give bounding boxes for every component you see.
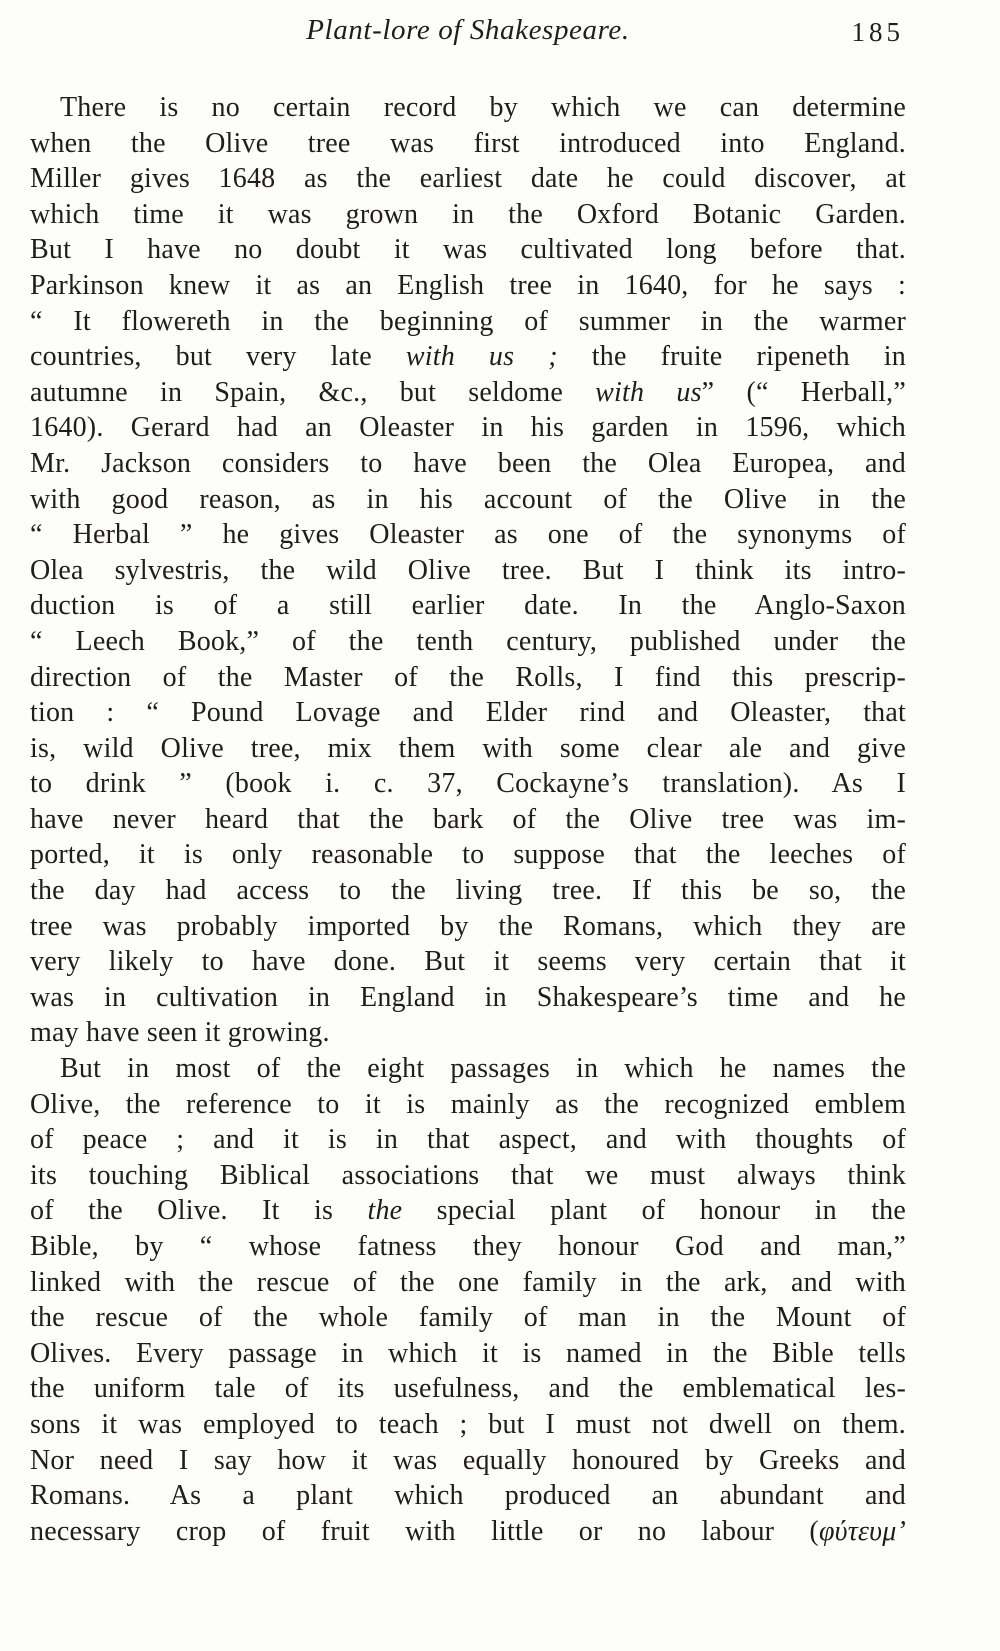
- text-line: [30, 482, 906, 518]
- text-run: is, wild Olive tree, mix them with some clear ale and give: [30, 732, 906, 764]
- text-line: [30, 660, 906, 696]
- text-line: [30, 1015, 906, 1051]
- text-line: [30, 944, 906, 980]
- text-run: the rescue of the whole family of man in the Mount of: [30, 1302, 906, 1334]
- text-run: tion : “ Pound Lovage and Elder rind and Oleaster, that: [30, 697, 906, 729]
- italic-text-run: with us: [595, 376, 702, 408]
- text-line: [30, 1265, 906, 1301]
- text-run: “ It flowereth in the beginning of summer in the warmer: [30, 305, 906, 337]
- text-run: Miller gives 1648 as the earliest date he could discover, at: [30, 163, 906, 195]
- text-run: Olives. Every passage in which it is named in the Bible tells: [30, 1337, 906, 1369]
- text-line: [30, 1336, 906, 1372]
- text-line: [30, 339, 906, 375]
- page-number: 185: [851, 17, 904, 47]
- text-run: tree was probably imported by the Romans, which they are: [30, 910, 906, 942]
- text-run: Olea sylvestris, the wild Olive tree. But I think its intro-: [30, 554, 906, 586]
- text-line: [30, 695, 906, 731]
- text-body: [30, 90, 906, 1549]
- text-line: [30, 802, 906, 838]
- text-run: Olive, the reference to it is mainly as the recognized emblem: [30, 1088, 906, 1120]
- text-run: autumne in Spain, &c., but seldome: [30, 376, 596, 408]
- text-run: ” (“ Herball,”: [701, 376, 906, 408]
- page-header: [30, 14, 906, 58]
- text-run: necessary crop of fruit with little or no labour (: [30, 1515, 819, 1547]
- text-line: [30, 1087, 906, 1123]
- text-line: [30, 90, 906, 126]
- text-line: [30, 588, 906, 624]
- italic-text-run: φύτευμ’: [818, 1515, 906, 1547]
- text-line: [30, 268, 906, 304]
- text-run: have never heard that the bark of the Olive tree was im-: [30, 803, 906, 835]
- text-run: But I have no doubt it was cultivated long before that.: [30, 234, 906, 266]
- text-run: countries, but very late: [30, 341, 406, 373]
- text-run: Bible, by “ whose fatness they honour God and man,”: [30, 1231, 906, 1262]
- text-line: [30, 517, 906, 553]
- text-line: [30, 1300, 906, 1336]
- text-run: “ Herbal ” he gives Oleaster as one of the synonyms of: [30, 519, 906, 551]
- text-line: [30, 161, 906, 197]
- text-run: linked with the rescue of the one family in the ark, and with: [30, 1266, 906, 1298]
- text-run: Nor need I say how it was equally honoured by Greeks and: [30, 1444, 906, 1476]
- text-run: “ Leech Book,” of the tenth century, published under the: [30, 625, 906, 657]
- running-title: Plant-lore of Shakespeare.: [306, 14, 630, 46]
- text-line: [30, 1051, 906, 1087]
- text-run: sons it was employed to teach ; but I must not dwell on them.: [30, 1408, 906, 1440]
- italic-text-run: the: [367, 1195, 403, 1227]
- text-line: [30, 909, 906, 945]
- text-line: [30, 873, 906, 909]
- text-run: its touching Biblical associations that we must always think: [30, 1159, 906, 1191]
- text-line: [30, 1514, 906, 1550]
- text-run: Parkinson knew it as an English tree in 1640, for he says :: [30, 269, 906, 301]
- text-run: ported, it is only reasonable to suppose that the leeches of: [30, 839, 906, 871]
- paragraph: [30, 90, 906, 1051]
- text-line: [30, 197, 906, 233]
- text-run: But in most of the eight passages in which he names the: [60, 1053, 906, 1085]
- text-run: of peace ; and it is in that aspect, and with thoughts of: [30, 1124, 906, 1156]
- text-line: [30, 837, 906, 873]
- text-run: special plant of honour in the: [402, 1195, 906, 1227]
- text-run: very likely to have done. But it seems very certain that it: [30, 946, 906, 978]
- text-line: [30, 980, 906, 1016]
- text-run: to drink ” (book i. c. 37, Cockayne’s translation). As I: [30, 768, 906, 800]
- text-run: was in cultivation in England in Shakespeare’s time and he: [30, 981, 906, 1013]
- text-line: [30, 731, 906, 767]
- text-line: [30, 1371, 906, 1407]
- text-run: Mr. Jackson considers to have been the Olea Europea, and: [30, 447, 906, 479]
- text-run: 1640). Gerard had an Oleaster in his garden in 1596, which: [30, 412, 906, 444]
- text-run: the uniform tale of its usefulness, and the emblematical les-: [30, 1373, 906, 1405]
- text-line: [30, 446, 906, 482]
- text-line: [30, 1407, 906, 1443]
- text-run: which time it was grown in the Oxford Botanic Garden.: [30, 198, 906, 230]
- text-run: Romans. As a plant which produced an abundant and: [30, 1480, 906, 1512]
- paragraph: [30, 1051, 906, 1549]
- text-run: the day had access to the living tree. If this be so, the: [30, 875, 906, 907]
- text-line: [30, 232, 906, 268]
- text-line: [30, 553, 906, 589]
- text-line: [30, 624, 906, 660]
- text-line: [30, 410, 906, 446]
- text-run: with good reason, as in his account of the Olive in the: [30, 483, 906, 515]
- text-line: [30, 1158, 906, 1194]
- text-line: [30, 126, 906, 162]
- text-run: duction is of a still earlier date. In the Anglo-Saxon: [30, 590, 906, 622]
- text-line: [30, 1478, 906, 1514]
- text-run: of the Olive. It is: [30, 1195, 368, 1227]
- text-line: [30, 1229, 906, 1265]
- text-line: [30, 1193, 906, 1229]
- text-line: [30, 1122, 906, 1158]
- text-line: [30, 1443, 906, 1479]
- text-run: when the Olive tree was first introduced into England.: [30, 127, 906, 159]
- text-run: the fruite ripeneth in: [557, 341, 906, 373]
- text-run: may have seen it growing.: [30, 1017, 330, 1049]
- text-line: [30, 375, 906, 411]
- text-run: direction of the Master of the Rolls, I find this prescrip-: [30, 661, 906, 693]
- italic-text-run: with us ;: [405, 341, 558, 373]
- text-run: There is no certain record by which we can determine: [60, 92, 906, 123]
- text-line: [30, 766, 906, 802]
- text-line: [30, 304, 906, 340]
